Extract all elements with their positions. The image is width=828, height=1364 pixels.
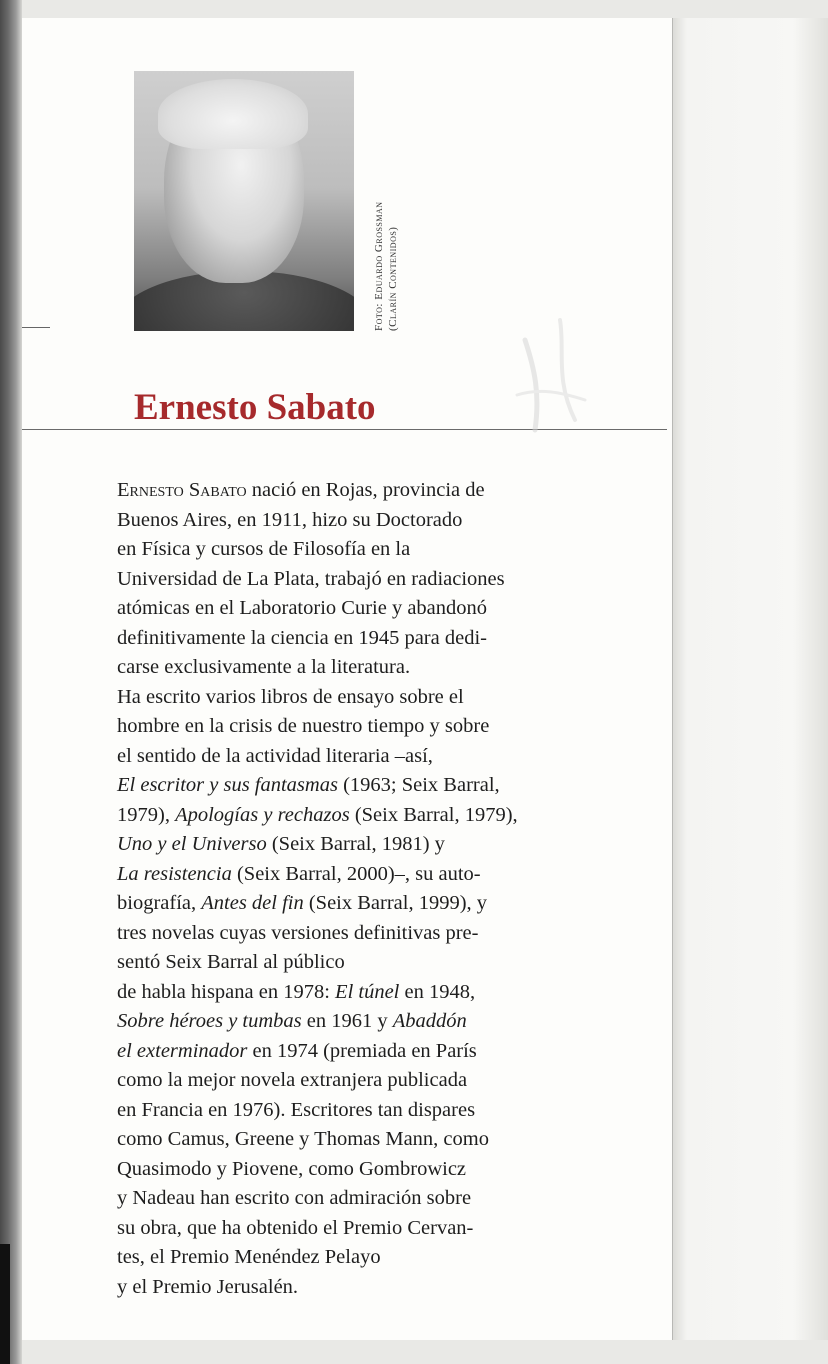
bio-line: [117, 1273, 587, 1303]
book-title-text: Abaddón: [392, 1010, 467, 1032]
bio-line: [117, 1243, 587, 1273]
bio-line: [117, 476, 587, 506]
bio-text: en 1974 (premiada en París: [247, 1039, 477, 1062]
bio-text: en Física y cursos de Filosofía en la: [117, 538, 411, 560]
bio-text: (Seix Barral, 2000)–, su auto-: [231, 862, 481, 885]
bio-text: hombre en la crisis de nuestro tiempo y sobre: [117, 715, 490, 737]
book-title-text: El escritor y sus fantasmas: [117, 774, 338, 796]
author-biography: [117, 476, 587, 1302]
bio-text: y Nadeau han escrito con admiración sobre: [117, 1187, 472, 1209]
bio-line: [117, 712, 587, 742]
bio-line: [117, 565, 587, 595]
bio-text: Universidad de La Plata, trabajó en radiaciones: [117, 567, 505, 590]
bio-text: Ha escrito varios libros de ensayo sobre el: [117, 685, 464, 708]
photo-credit-line1: Foto: Eduardo Grossman: [373, 201, 385, 331]
bio-line: [117, 860, 587, 890]
watermark-figure-mark: [505, 300, 595, 450]
bio-line: [117, 1096, 587, 1126]
bio-text: como la mejor novela extranjera publicada: [117, 1069, 468, 1091]
author-name-heading: Ernesto Sabato: [134, 387, 376, 428]
photo-credit-line2: (Clarín Contenidos): [387, 226, 399, 331]
bio-line: [117, 535, 587, 565]
bio-text: el sentido de la actividad literaria –así,: [117, 744, 433, 767]
bio-line: [117, 624, 587, 654]
bio-line: [117, 889, 587, 919]
book-title-text: Antes del fin: [201, 892, 304, 914]
bio-line: [117, 801, 587, 831]
book-title-text: Uno y el Universo: [117, 833, 267, 855]
bio-text: tes, el Premio Menéndez Pelayo: [117, 1246, 381, 1268]
bio-text: en 1948,: [399, 980, 476, 1003]
bio-line: [117, 1214, 587, 1244]
bio-line: [117, 683, 587, 713]
bio-line: [117, 978, 587, 1008]
bio-text: (Seix Barral, 1979),: [349, 803, 518, 826]
bio-line: [117, 594, 587, 624]
bio-text: en Francia en 1976). Escritores tan dispares: [117, 1098, 476, 1121]
bio-text: 1979),: [117, 803, 176, 826]
bio-text: como Camus, Greene y Thomas Mann, como: [117, 1128, 489, 1150]
bio-text: Buenos Aires, en 1911, hizo su Doctorado: [117, 508, 463, 531]
bio-text: nació en Rojas, provincia de: [246, 479, 485, 501]
bio-line: [117, 653, 587, 683]
bio-line: [117, 1155, 587, 1185]
portrait-hair: [158, 79, 308, 149]
bio-line: [117, 1037, 587, 1067]
bio-line: [117, 830, 587, 860]
bio-text: su obra, que ha obtenido el Premio Cervan-: [117, 1216, 474, 1239]
bio-line: [117, 1125, 587, 1155]
photo-credit: [372, 201, 400, 331]
bio-line: [117, 1066, 587, 1096]
bio-text: y el Premio Jerusalén.: [117, 1275, 299, 1298]
book-spine-shadow: [0, 0, 22, 1364]
bio-text: en 1961 y: [301, 1010, 393, 1032]
bio-text: carse exclusivamente a la literatura.: [117, 656, 411, 678]
author-portrait-photo: [134, 71, 354, 331]
adjacent-page: [673, 18, 828, 1340]
bio-line: [117, 948, 587, 978]
book-title-text: El túnel: [335, 980, 400, 1003]
bio-text: (1963; Seix Barral,: [337, 774, 500, 796]
book-title-text: Apologías y rechazos: [175, 803, 350, 826]
bio-line: [117, 742, 587, 772]
bio-text: de habla hispana en 1978:: [117, 980, 336, 1003]
bio-text: sentó Seix Barral al público: [117, 951, 345, 973]
bio-text: (Seix Barral, 1981) y: [266, 833, 445, 855]
bio-line: [117, 1007, 587, 1037]
bio-text: tres novelas cuyas versiones definitivas pre-: [117, 921, 479, 944]
bio-text: biografía,: [117, 892, 202, 914]
bio-line: [117, 771, 587, 801]
book-title-text: el exterminador: [117, 1039, 248, 1062]
bio-text: (Seix Barral, 1999), y: [303, 892, 488, 914]
bio-text: Quasimodo y Piovene, como Gombrowicz: [117, 1157, 467, 1180]
bio-line: [117, 1184, 587, 1214]
bio-line: [117, 919, 587, 949]
bio-text: atómicas en el Laboratorio Curie y abandonó: [117, 597, 488, 619]
book-title-text: Sobre héroes y tumbas: [117, 1010, 302, 1032]
short-rule: [22, 327, 50, 328]
bio-text: definitivamente la ciencia en 1945 para dedi-: [117, 626, 487, 649]
bio-text: Ernesto Sabato: [117, 479, 247, 501]
book-title-text: La resistencia: [117, 862, 232, 885]
bio-line: [117, 506, 587, 536]
